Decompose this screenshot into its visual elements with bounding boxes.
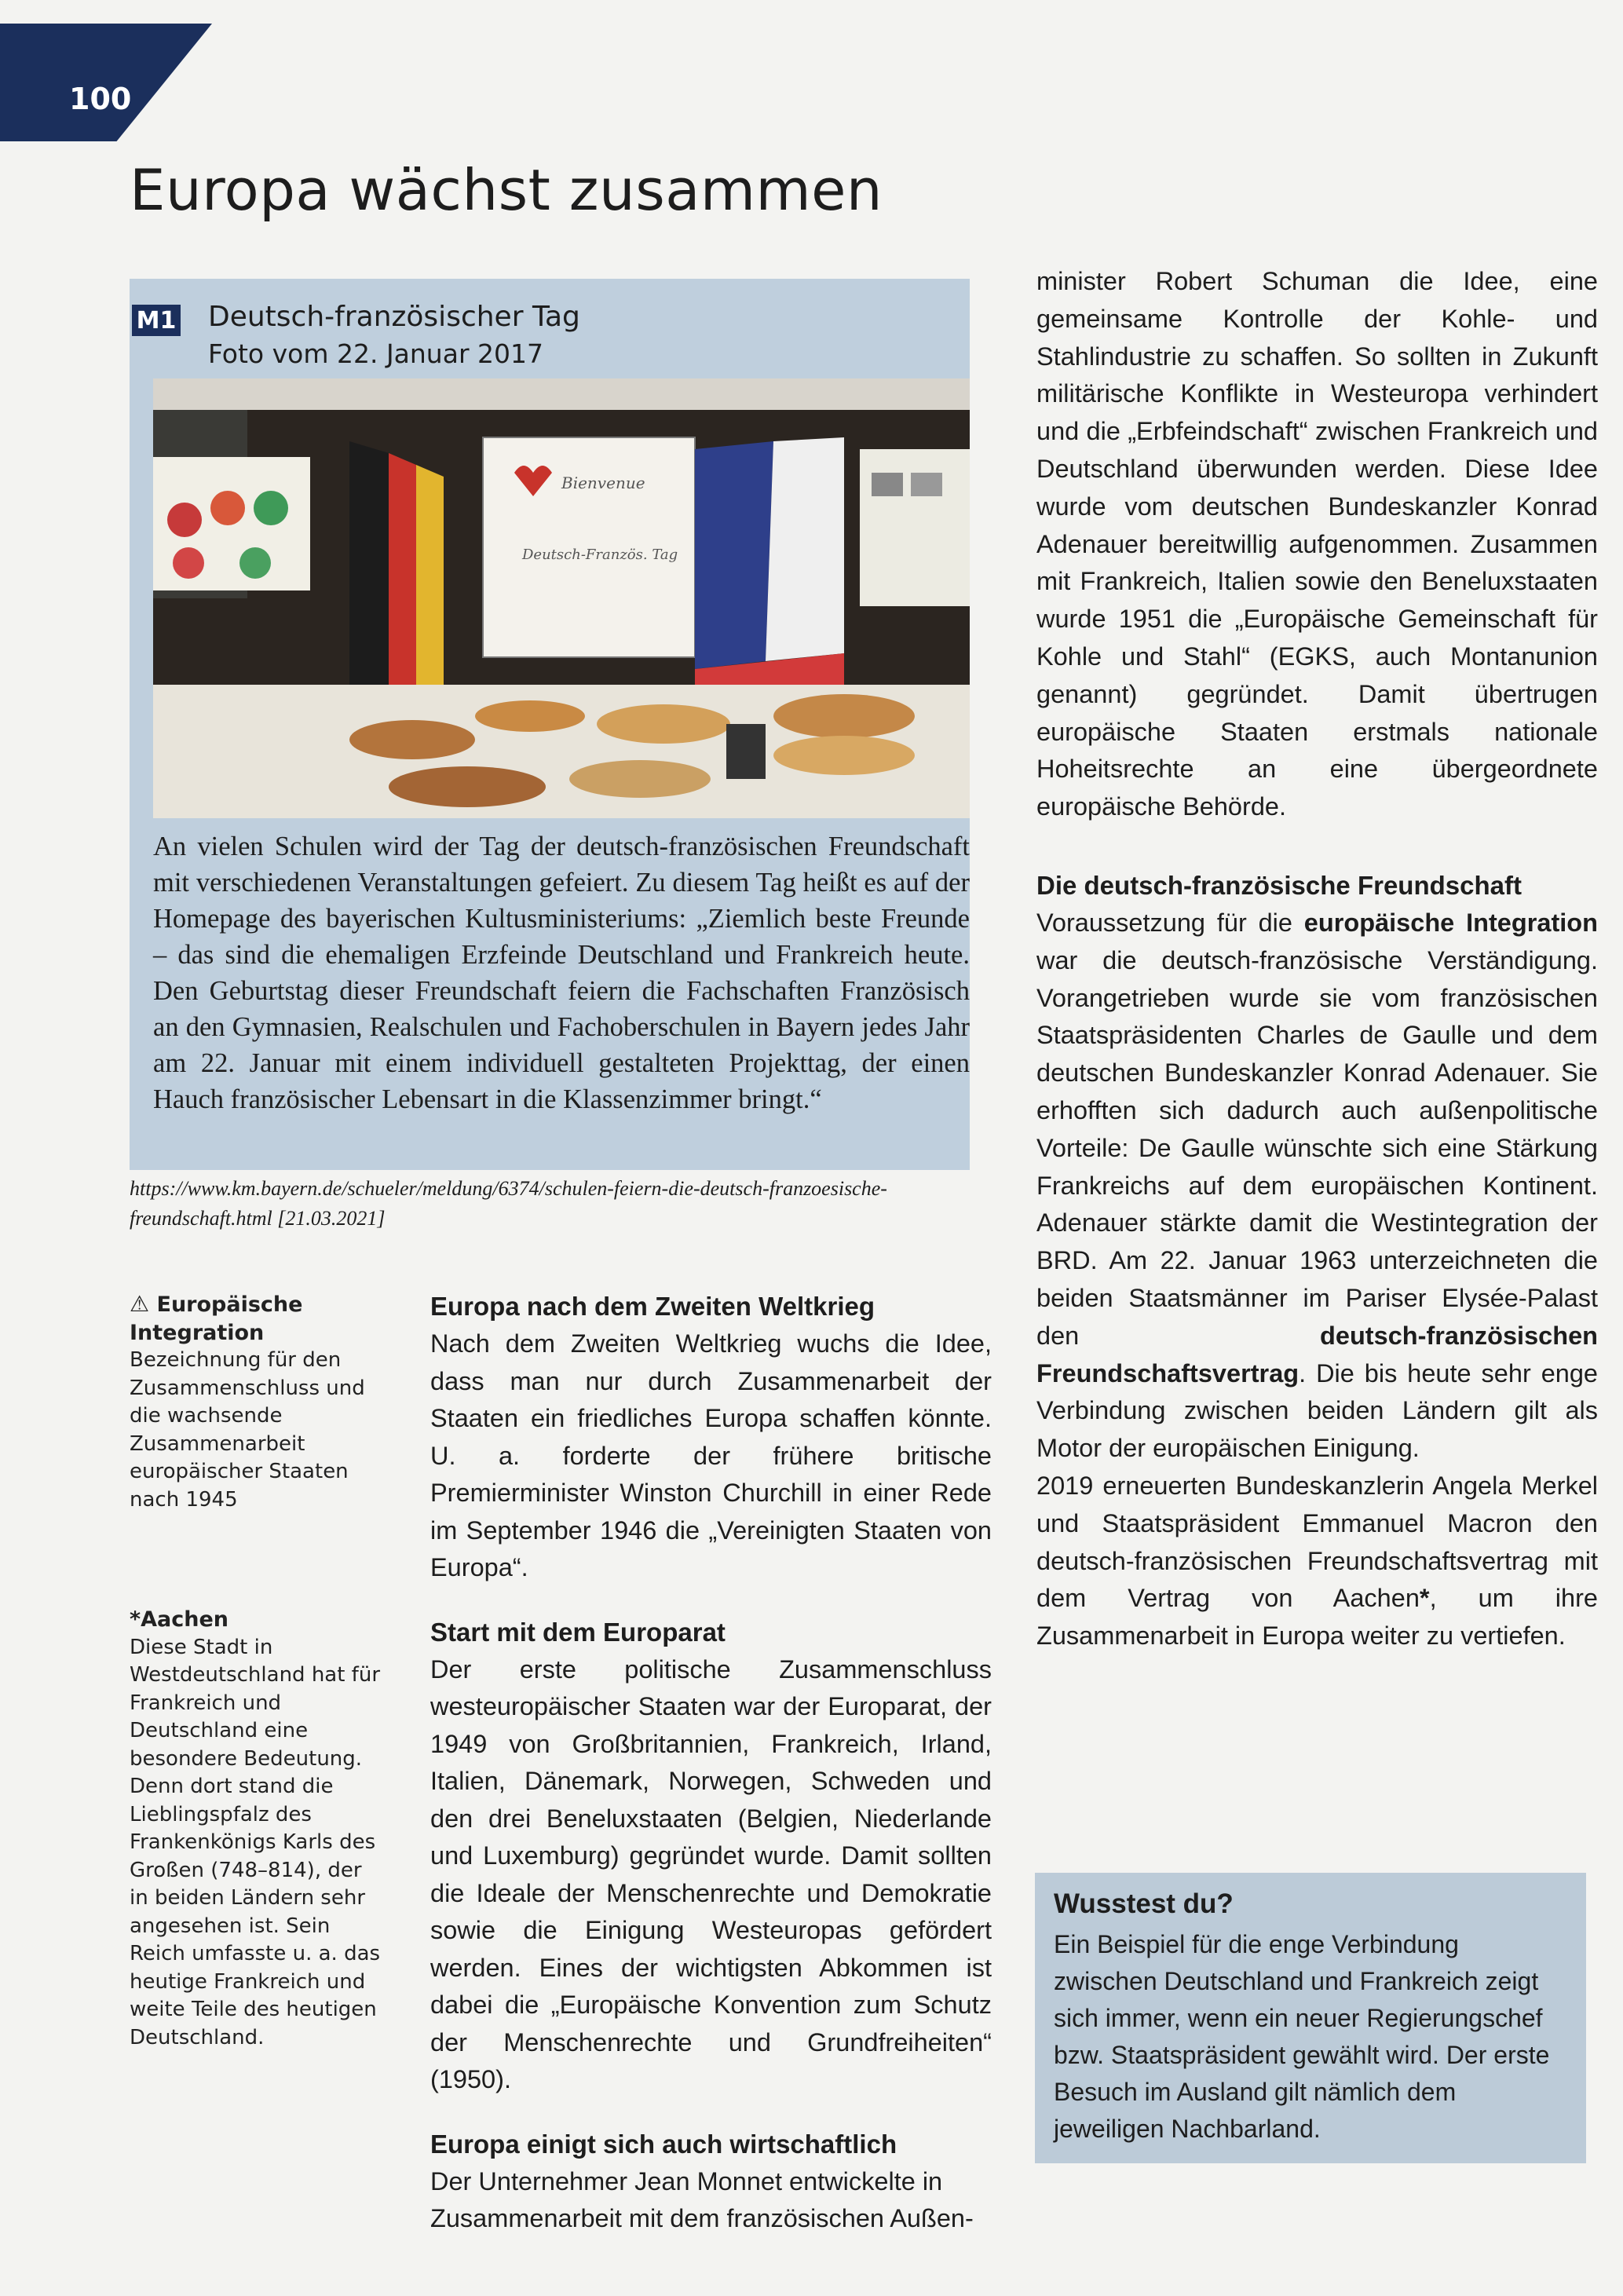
glossary-integration-text: Bezeichnung für den Zusammenschluss und die wachsende Zusammenarbeit europäischer Staaten nach 1945 <box>130 1348 365 1512</box>
section-text: Nach dem Zweiten Weltkrieg wuchs die Idee, dass man nur durch Zusammenarbeit der Staaten ein friedliches Europa schaffen könnte. U. a. forderte der frühere britische Premierminister Winston Churchill in einer Rede im September 1946 die „Vereinigten Staaten von Europa“. <box>430 1329 992 1581</box>
did-you-know-box <box>1035 1873 1586 2163</box>
german-flag <box>349 441 389 716</box>
did-you-know-text: Ein Beispiel für die enge Verbindung zwischen Deutschland und Frankreich zeigt sich immer, wenn ein neuer Regierungschef bzw. Staatspräsident gewählt wird. Der erste Besuch im Ausland gilt nämlich dem jeweiligen Nachbarland. <box>1054 1930 1550 2143</box>
glossary-integration <box>130 1290 381 1514</box>
svg-text:Bienvenue: Bienvenue <box>561 473 645 492</box>
m1-badge: M1 <box>132 305 181 336</box>
m1-photo <box>153 378 970 818</box>
m1-text <box>153 828 970 1117</box>
photo-illustration <box>153 378 970 818</box>
glossary-aachen-head: *Aachen <box>130 1607 228 1632</box>
section-heading: Europa nach dem Zweiten Weltkrieg <box>430 1292 875 1321</box>
glossary-aachen-text: Diese Stadt in Westdeutschland hat für Frankreich und Deutschland eine besondere Bedeutung. Denn dort stand die Lieblingspfalz des Frankenkönigs Karls des Großen (748–814), der in beiden Ländern sehr angesehen ist. Sein Reich umfasste u. a. das heutige Frankreich und weite Teile des heutigen Deutschland. <box>130 1635 381 2049</box>
m1-subtitle: Foto vom 22. Januar 2017 <box>208 338 543 369</box>
glossary-integration-head: ⚠ Europäische Integration <box>130 1291 303 1345</box>
svg-text:Deutsch-Französ. Tag: Deutsch-Französ. Tag <box>522 547 678 563</box>
section-heading: Europa einigt sich auch wirtschaftlich <box>430 2129 897 2159</box>
page-title: Europa wächst zusammen <box>130 157 883 223</box>
section-text: 2019 erneuerten Bundeskanzlerin Angela Merkel und Staatspräsident Emmanuel Macron den deutsch-französischen Freundschaftsvertrag mit dem Vertrag von Aachen*, um ihre Zusammenarbeit in Europa weiter zu vertiefen. <box>1036 1471 1598 1651</box>
section-text: Der Unternehmer Jean Monnet entwickelte in Zusammenarbeit mit dem französischen Außen- <box>430 2166 974 2232</box>
m1-paragraph: An vielen Schulen wird der Tag der deutsch-französischen Freundschaft mit verschiedenen Veranstaltungen gefeiert. Zu diesem Tag heißt es auf der Homepage des bayerischen Kultusministeriums: „Ziemlich beste Freunde – das sind die ehemaligen Erzfeinde Deutschland und Frankreich heute. Den Geburtstag dieser Freundschaft feiern die Fachschaften Französisch an den Gymnasien, Realschulen und Fachoberschulen in Bayern jedes Jahr am 22. Januar mit einem individuell gestalteten Projekttag, der einen Hauch französischer Lebensart in die Klassenzimmer bringt.“ <box>153 832 970 1114</box>
section-heading: Start mit dem Europarat <box>430 1617 726 1647</box>
warning-icon: ⚠ <box>130 1291 150 1317</box>
m1-source: https://www.km.bayern.de/schueler/meldung/6374/schulen-feiern-die-deutsch-franzoesische-freundschaft.html [21.03.2021] <box>130 1177 887 1230</box>
middle-column <box>430 1288 992 2238</box>
section-text: Der erste politische Zusammenschluss westeuropäischer Staaten war der Europarat, der 1949 von Großbritannien, Frankreich, Irland, Italien, Dänemark, Norwegen, Schweden und den drei Beneluxstaaten (Belgien, Niederlande und Luxemburg) gegründet wurde. Damit sollten die Ideale der Menschenrechte und Demokratie sowie die Einigung Westeuropas gefördert werden. Eines der wichtigsten Abkommen ist dabei die „Europäische Konvention zum Schutz der Menschenrechte und Grundfreiheiten“ (1950). <box>430 1654 992 2093</box>
did-you-know-head: Wusstest du? <box>1054 1888 1234 1919</box>
french-flag <box>695 441 773 669</box>
right-column <box>1036 263 1598 1655</box>
section-heading: Die deutsch-französische Freundschaft <box>1036 870 1522 900</box>
section-text-continued: minister Robert Schuman die Idee, eine gemeinsame Kontrolle der Kohle- und Stahlindustrie zu schaffen. So sollten in Zukunft militärische Konflikte in Westeuropa verhindert und die „Erbfeindschaft“ zwischen Frankreich und Deutschland überwunden werden. Diese Idee wurde vom deutschen Bundeskanzler Konrad Adenauer bereitwillig aufgenommen. Zusammen mit Frankreich, Italien sowie den Beneluxstaaten wurde 1951 die „Europäische Gemeinschaft für Kohle und Stahl“ (EGKS, auch Montanunion genannt) gegründet. Damit übertrugen europäische Staaten erstmals nationale Hoheitsrechte an eine übergeordnete europäische Behörde. <box>1036 267 1598 821</box>
section-text: Voraussetzung für die europäische Integration war die deutsch-französische Verständigung. Vorangetrieben wurde sie vom französischen Staatspräsidenten Charles de Gaulle und dem deutschen Bundeskanzler Konrad Adenauer. Sie erhofften sich dadurch auch außenpolitische Vorteile: De Gaulle wünschte sich eine Stärkung Frankreichs auf dem europäischen Kontinent. Adenauer stärkte damit die Westintegration der BRD. Am 22. Januar 1963 unterzeichneten die beiden Staatsmänner im Pariser Elysée-Palast den deutsch-französischen Freundschaftsvertrag. Die bis heute sehr enge Verbindung zwischen beiden Ländern gilt als Motor der europäischen Einigung. <box>1036 908 1598 1463</box>
page-number: 100 <box>69 82 132 116</box>
glossary-aachen <box>130 1606 381 2052</box>
m1-title: Deutsch-französischer Tag <box>208 301 580 333</box>
